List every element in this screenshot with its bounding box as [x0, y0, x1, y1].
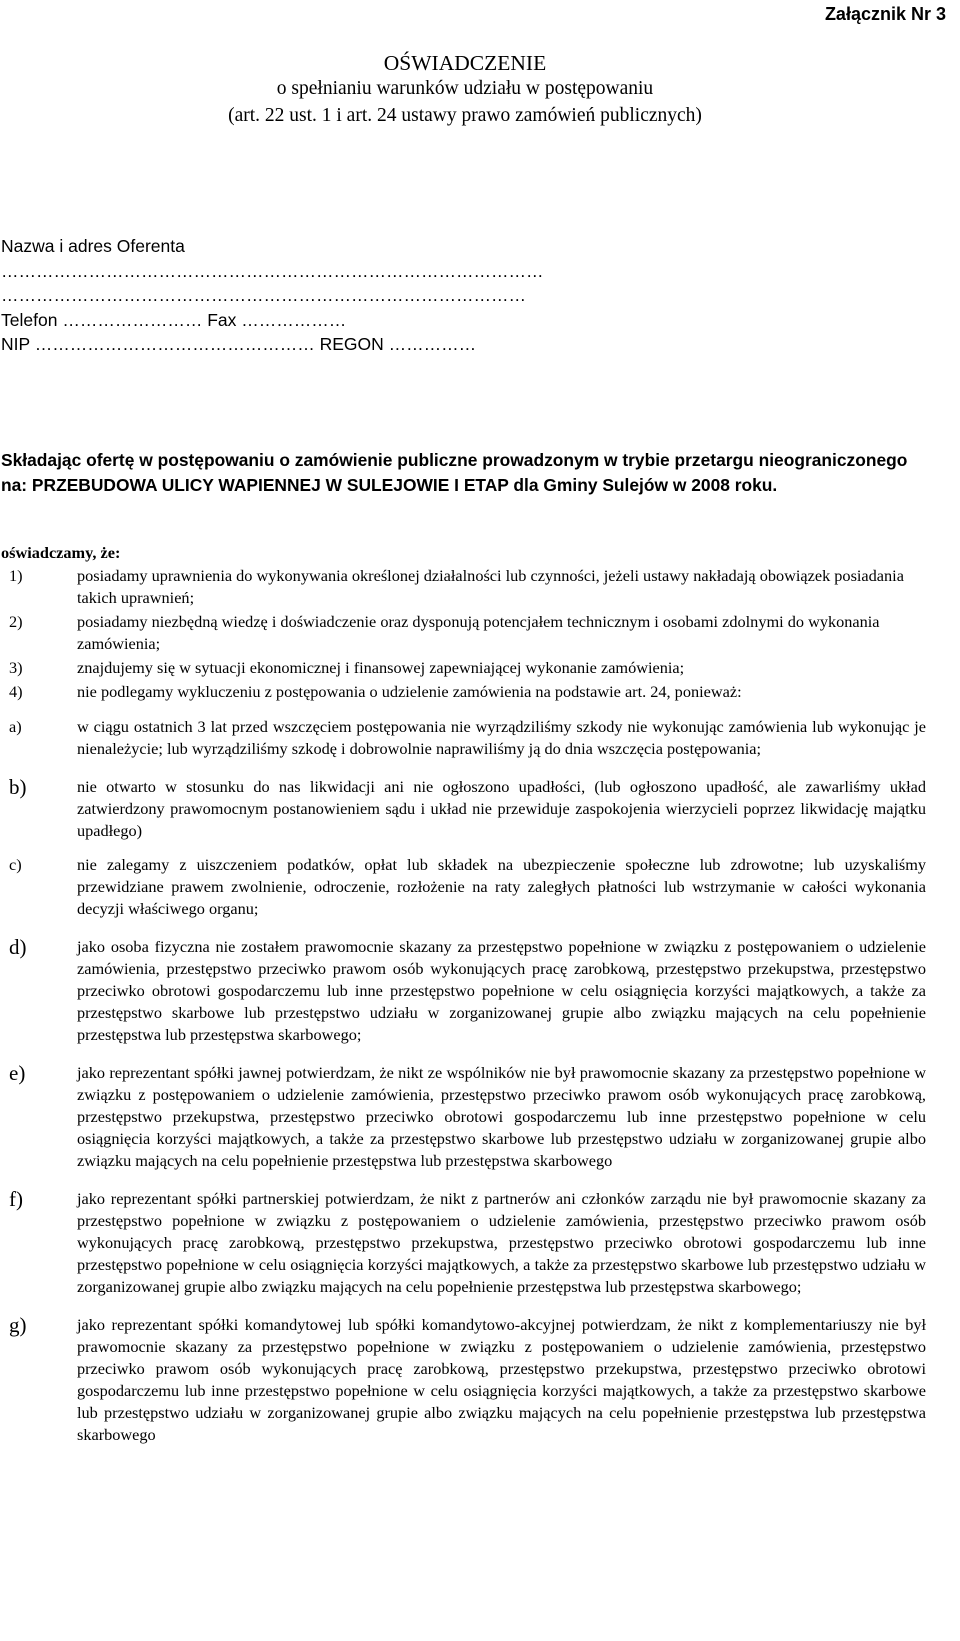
offeror-address-line-2: ………………………………………………………………………………: [1, 285, 526, 305]
list-marker: f): [9, 1187, 23, 1211]
list-item-text: w ciągu ostatnich 3 lat przed wszczęciem postępowania nie wyrządziliśmy szkody nie wykonując zamówienia lub wykonując je nienależycie; lub wyrządziliśmy szkodę i dobrowolnie naprawiliśmy ją do dnia wszczęcia postępowania;: [77, 717, 926, 758]
list-item: [1, 611, 926, 655]
list-marker: 3): [9, 658, 23, 677]
list-item-text: jako reprezentant spółki jawnej potwierdzam, że nikt ze wspólników nie był prawomocnie skazany za przestępstwo popełnione w związku z postępowaniem o udzielenie zamówienia, przestępstwo przeciwko prawom osób wykonujących pracę zarobkową, przestępstwo przekupstwa, przestępstwo przeciwko obrotowi gospodarczemu lub inne przestępstwo popełnione w celu osiągnięcia korzyści majątkowych, a także za przestępstwo skarbowe lub przestępstwo udziału w zorganizowanej grupie albo związku mających na celu popełnienie przestępstwa lub przestępstwa skarbowego: [77, 1063, 926, 1170]
offeror-name-label: Nazwa i adres Oferenta: [1, 236, 185, 256]
list-marker: e): [9, 1061, 26, 1085]
title-line-2: o spełnianiu warunków udziału w postępowaniu: [276, 78, 654, 99]
list-marker: b): [9, 775, 27, 799]
list-item-text: posiadamy uprawnienia do wykonywania określonej działalności lub czynności, jeżeli ustawy nakładają obowiązek posiadania takich uprawnień;: [77, 566, 904, 607]
list-item-text: jako reprezentant spółki partnerskiej potwierdzam, że nikt z partnerów ani członków zarządu nie był prawomocnie skazany za przestępstwo popełnione w związku z postępowaniem o udzielenie zamówienia, przestępstwo przeciwko prawom osób wykonujących pracę zarobkową, przestępstwo przekupstwa, przestępstwo przeciwko obrotowi gospodarczemu lub inne przestępstwo popełnione w celu osiągnięcia korzyści majątkowych, a także za przestępstwo skarbowe lub przestępstwo udziału w zorganizowanej grupie albo związku mających na celu popełnienie przestępstwa lub przestępstwa skarbowego;: [77, 1189, 926, 1296]
list-item-text: posiadamy niezbędną wiedzę i doświadczenie oraz dysponują potencjałem technicznym i osobami zdolnymi do wykonania zamówienia;: [77, 612, 880, 653]
phone-label: Telefon: [1, 309, 58, 330]
list-item: [1, 776, 926, 842]
offeror-fields: [1, 234, 544, 357]
list-item-text: jako osoba fizyczna nie zostałem prawomocnie skazany za przestępstwo popełnione w związku z postępowaniem o udzielenie zamówienia, przestępstwo przeciwko prawom osób wykonujących pracę zarobkową, przestępstwo przekupstwa, przestępstwo przeciwko obrotowi gospodarczemu lub inne przestępstwo popełnione w celu osiągnięcia korzyści majątkowych, a także za przestępstwo skarbowe lub przestępstwo udziału w zorganizowanej grupie albo związku mających na celu popełnienie przestępstwa lub przestępstwa skarbowego;: [77, 937, 926, 1044]
numbered-list: [1, 565, 926, 703]
nip-label: NIP: [1, 334, 30, 354]
list-marker: 4): [9, 682, 23, 701]
list-item-text: jako reprezentant spółki komandytowej lub spółki komandytowo-akcyjnej potwierdzam, że nikt z komplementariuszy nie był prawomocnie skazany za przestępstwo popełnione w związku z postępowaniem o udzielenie zamówienia, przestępstwo przeciwko prawom osób wykonujących pracę zarobkową, przestępstwo przekupstwa, przestępstwo przeciwko obrotowi gospodarczemu lub inne przestępstwo popełnione w celu osiągnięcia korzyści majątkowych, a także za przestępstwo skarbowe lub przestępstwo udziału w zorganizowanej grupie albo związku mających na celu popełnienie przestępstwa lub przestępstwa skarbowego: [77, 1315, 926, 1444]
list-item-text: nie podlegamy wykluczeniu z postępowania o udzielenie zamówienia na podstawie art. 24, ponieważ:: [77, 682, 742, 701]
fax-label: Fax: [207, 309, 237, 330]
declaration-section: [1, 542, 926, 1446]
list-marker: d): [9, 935, 27, 959]
nip-value-dots: …………………………………………: [34, 334, 320, 354]
list-item: [1, 936, 926, 1046]
phone-fax-row: [1, 308, 544, 333]
offeror-address-line-1: …………………………………………………………………………………: [1, 260, 544, 281]
list-item: [1, 1314, 926, 1446]
list-marker: 2): [9, 612, 23, 631]
list-item: [1, 1062, 926, 1172]
list-item: [1, 657, 926, 679]
annex-label: Załącznik Nr 3: [824, 4, 946, 24]
list-item: [1, 854, 926, 920]
list-item-text: nie otwarto w stosunku do nas likwidacji ani nie ogłoszono upadłości, (lub ogłoszono upadłość, ale zawarliśmy układ zatwierdzony prawomocnym postanowieniem sądu i układ nie przewiduje zaspokojenia wierzycieli poprzez likwidację majątku upadłego): [77, 777, 926, 840]
fax-value-dots: ………………: [241, 309, 347, 330]
list-item: [1, 716, 926, 760]
phone-value-dots: ……………………: [62, 309, 208, 330]
regon-label: REGON: [319, 334, 384, 354]
title-line-3: (art. 22 ust. 1 i art. 24 ustawy prawo zamówień publicznych): [228, 105, 702, 126]
title-line-1: OŚWIADCZENIE: [383, 51, 547, 75]
regon-value-dots: ……………: [388, 334, 477, 354]
tender-intro: Składając ofertę w postępowaniu o zamówienie publiczne prowadzonym w trybie przetargu nieograniczonego na: PRZEBUDOWA ULICY WAPIENNEJ W SULEJOWIE I ETAP dla Gminy Sulejów w 2008 roku.: [1, 450, 908, 495]
list-item-text: nie zalegamy z uiszczeniem podatków, opłat lub składek na ubezpieczenie społeczne lub zdrowotne; lub uzyskaliśmy przewidziane prawem zwolnienie, odroczenie, rozłożenie na raty zaległych płatności lub wstrzymanie w całości wykonania decyzji właściwego organu;: [77, 855, 926, 918]
list-item: [1, 681, 926, 703]
nip-regon-row: [1, 332, 544, 357]
declaration-heading: oświadczamy, że:: [1, 543, 121, 562]
list-marker: c): [9, 855, 22, 874]
list-marker: 1): [9, 566, 23, 585]
document-title: [0, 50, 930, 130]
list-item: [1, 565, 926, 609]
lettered-list: [1, 716, 926, 1446]
list-item: [1, 1188, 926, 1298]
list-item-text: znajdujemy się w sytuacji ekonomicznej i finansowej zapewniającej wykonanie zamówienia;: [77, 658, 685, 677]
list-marker: a): [9, 717, 22, 736]
list-marker: g): [9, 1313, 27, 1337]
